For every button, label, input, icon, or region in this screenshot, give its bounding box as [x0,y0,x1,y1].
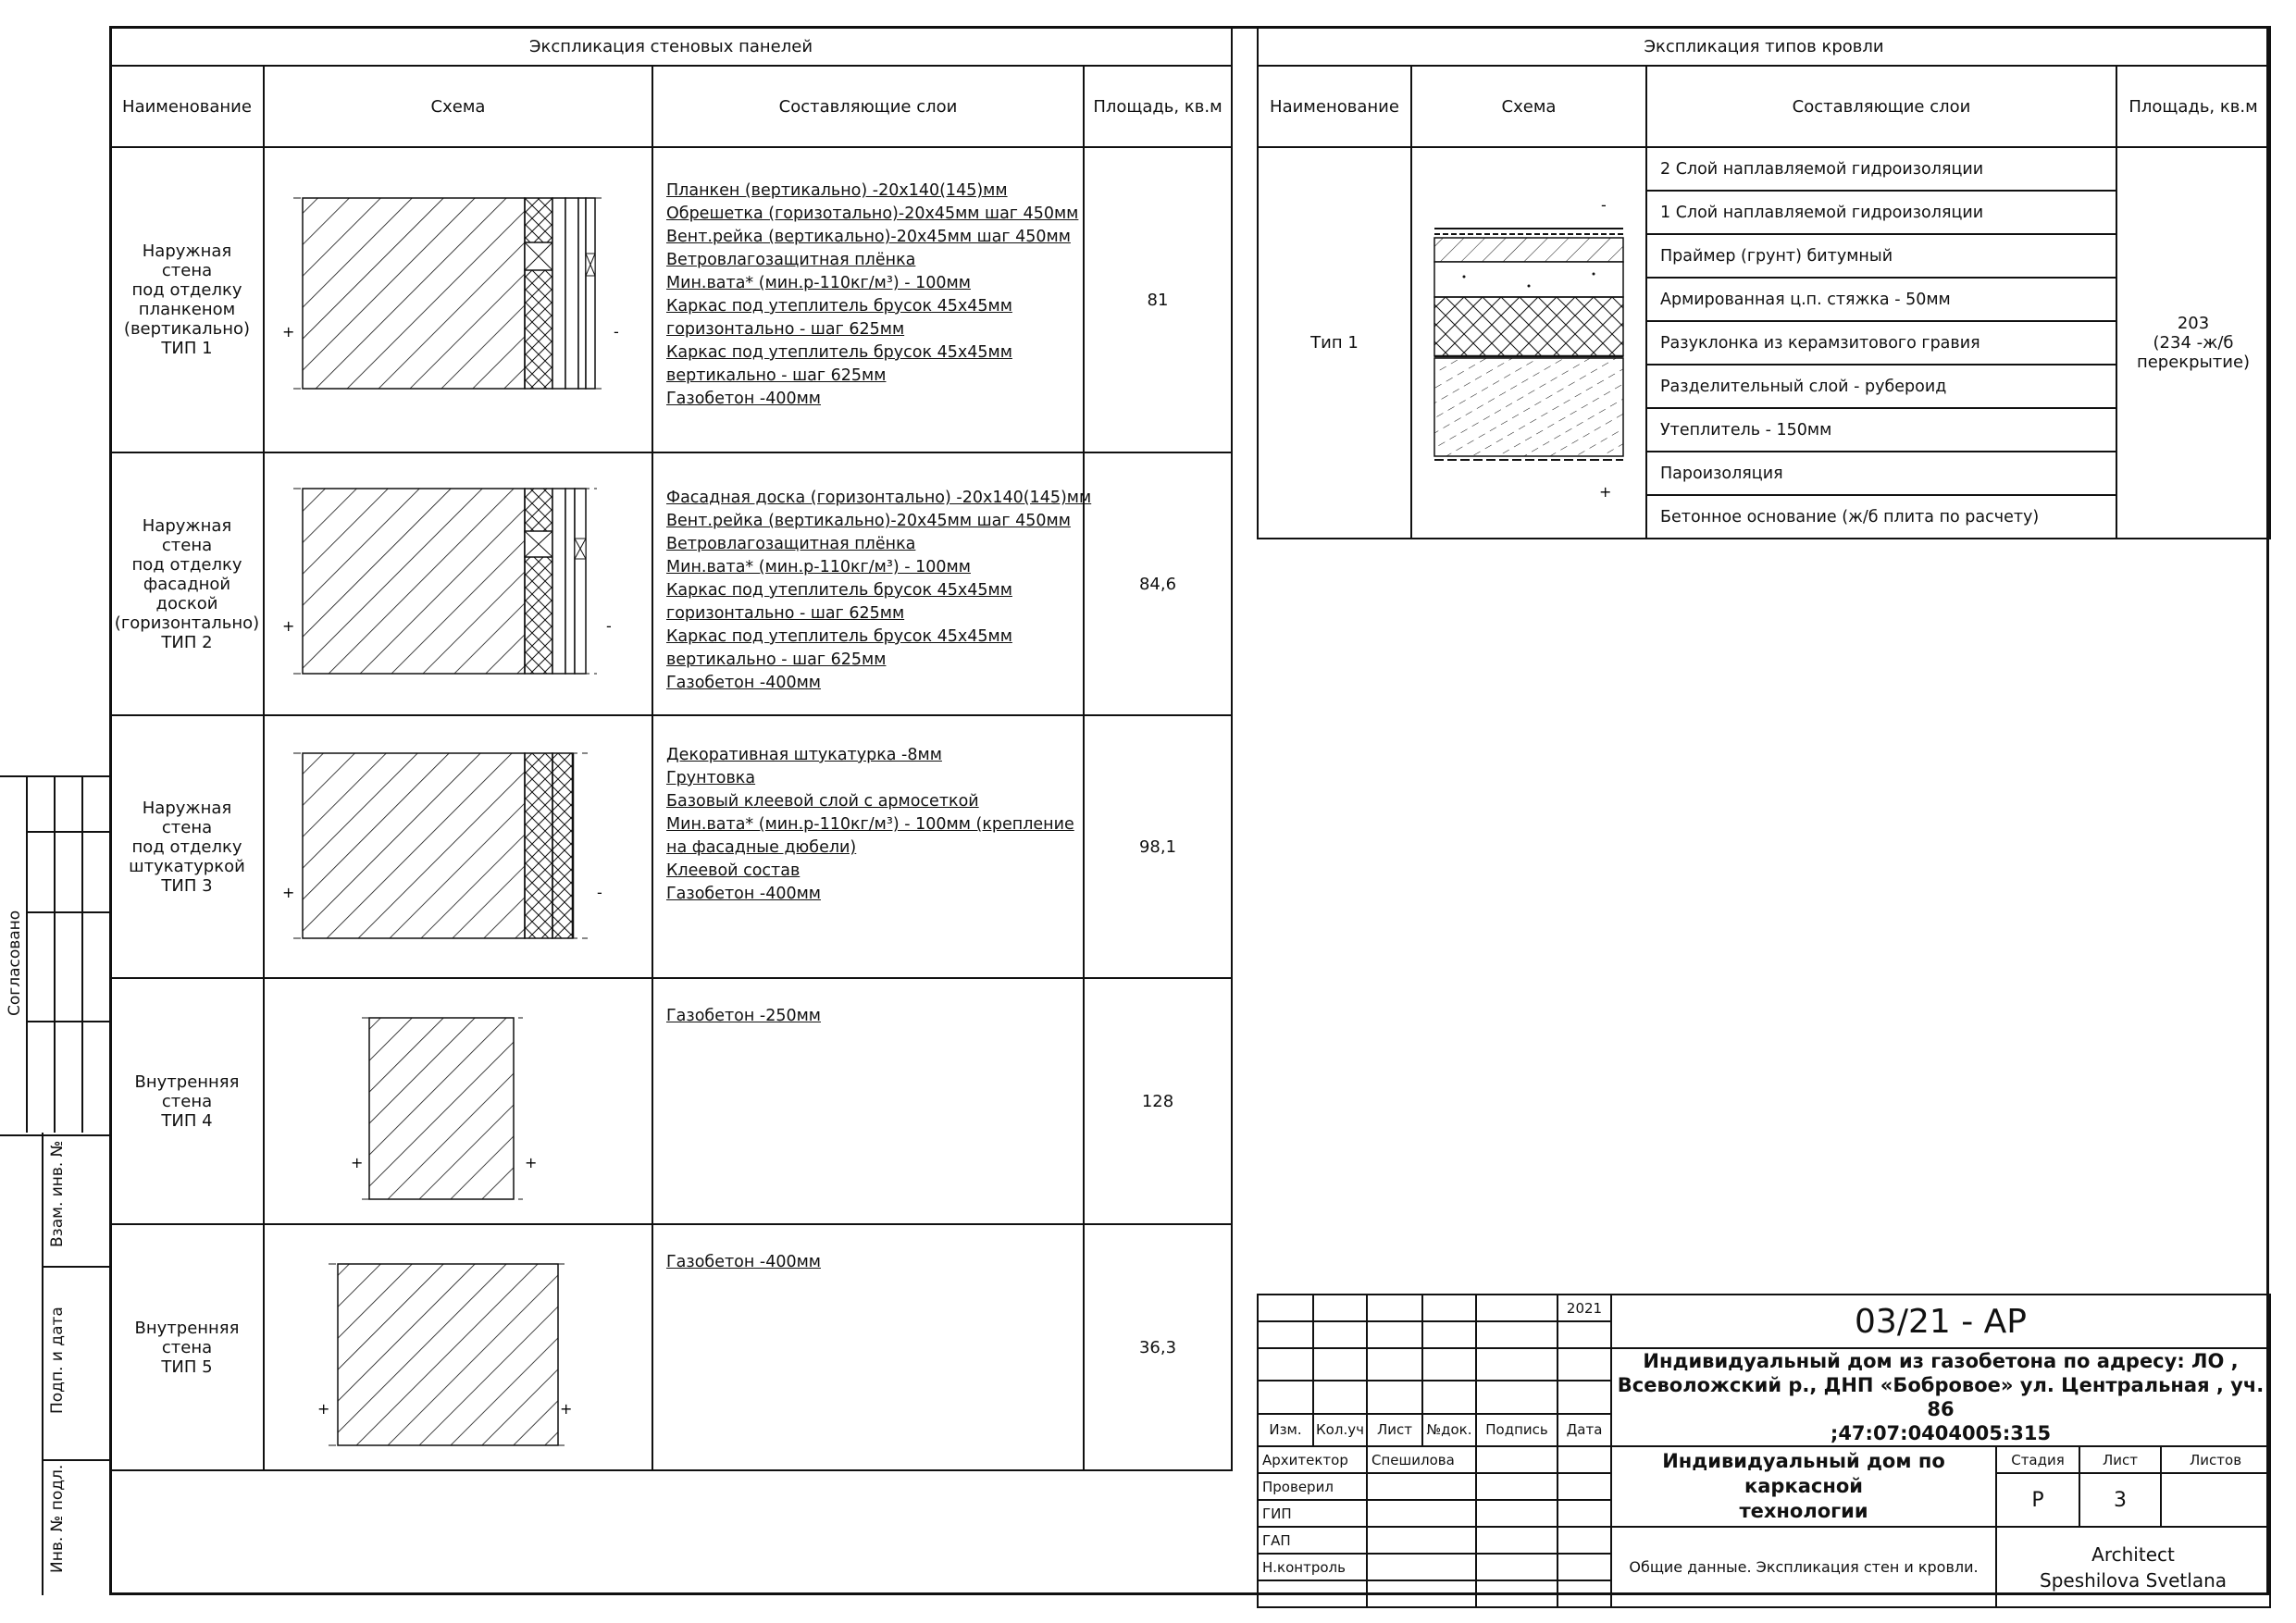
walls-header-scheme: Схема [264,66,652,147]
roof-layer: 1 Слой наплавляемой гидроизоляции [1646,191,2116,234]
sheets-value [2161,1473,2270,1527]
col-podpis: Подпись [1476,1414,1558,1446]
svg-text:+: + [560,1400,573,1418]
role-checked: Проверил [1258,1473,1367,1500]
roof-layer: 2 Слой наплавляемой гидроизоляции [1646,147,2116,191]
roof-layer: Пароизоляция [1646,452,2116,495]
role-gip: ГИП [1258,1500,1367,1527]
roof-header-scheme: Схема [1411,66,1646,147]
wall-area: 98,1 [1084,715,1232,978]
col-data: Дата [1558,1414,1611,1446]
svg-text:+: + [317,1400,330,1418]
sheet-header: Лист [2079,1446,2161,1473]
table-row [110,978,1232,1224]
table-row [110,147,1232,452]
svg-text:+: + [282,617,295,635]
wall-area: 84,6 [1084,452,1232,715]
wall-name: Наружная стена под отделку планкеном (вертикально) ТИП 1 [110,147,264,452]
roof-layer: Праймер (грунт) битумный [1646,234,2116,278]
address: Индивидуальный дом из газобетона по адресу: ЛО , Всеволожский р., ДНП «Бобровое» ул. Центральная , уч. 86 ;47:07:0404005:315 [1611,1348,2270,1446]
roof-layer: Утеплитель - 150мм [1646,408,2116,452]
roof-layer: Разделительный слой - рубероид [1646,365,2116,408]
sheets-header: Листов [2161,1446,2270,1473]
roof-header-layers: Составляющие слои [1646,66,2116,147]
roof-title: Экспликация типов кровли [1258,27,2270,66]
title-block [1257,1294,2271,1608]
wall-name: Наружная стена под отделку фасадной доской (горизонтально) ТИП 2 [110,452,264,715]
wall-layers: Планкен (вертикально) -20х140(145)мм Обрешетка (горизотально)-20х45мм шаг 450мм Вент.рейка (вертикально)-20х45мм шаг 450мм Ветровлагозащитная плёнка Мин.вата* (мин.р-110кг/м³) - 100мм Каркас под утеплитель брусок 45х45мм горизонтально - шаг 625мм Каркас под утеплитель брусок 45х45мм вертикально - шаг 625мм Газобетон -400мм [652,147,1084,452]
table-row [1258,147,2270,191]
svg-text:-: - [1601,195,1607,214]
roof-header-name: Наименование [1258,66,1411,147]
roof-scheme [1411,147,1646,539]
walls-header-area: Площадь, кв.м [1084,66,1232,147]
wall-area: 128 [1084,978,1232,1224]
roof-table [1257,26,2271,539]
vzam-label: Взам. инв. № [48,1140,67,1247]
wall-layers: Газобетон -400мм [652,1224,1084,1470]
inv-label: Инв. № подл. [48,1464,67,1573]
walls-title: Экспликация стеновых панелей [110,27,1232,66]
table-row [110,452,1232,715]
wall-name: Внутренняя стена ТИП 4 [110,978,264,1224]
role-architect: Архитектор [1258,1446,1367,1473]
project-title: Индивидуальный дом по каркасной технологии [1611,1446,1996,1527]
architect-name: Спешилова [1367,1446,1476,1473]
table-row [110,1224,1232,1470]
wall-scheme-4 [264,978,652,1224]
wall-scheme-3 [264,715,652,978]
sheet-title: Общие данные. Экспликация стен и кровли. [1611,1527,1996,1607]
roof-layer: Бетонное основание (ж/б плита по расчету) [1646,495,2116,539]
roof-name: Тип 1 [1258,147,1411,539]
stage-value: Р [1996,1473,2079,1527]
walls-table [109,26,1233,1471]
roof-header-area: Площадь, кв.м [2116,66,2270,147]
roof-layer: Разуклонка из керамзитового гравия [1646,321,2116,365]
role-nkontrol: Н.контроль [1258,1554,1367,1580]
sign-date-label: Подп. и дата [48,1307,67,1414]
wall-name: Внутренняя стена ТИП 5 [110,1224,264,1470]
doc-code: 03/21 - АР [1611,1295,2270,1348]
sheet-value: 3 [2079,1473,2161,1527]
stage-header: Стадия [1996,1446,2079,1473]
svg-text:-: - [606,617,612,635]
svg-text:+: + [282,884,295,901]
roof-layer: Армированная ц.п. стяжка - 50мм [1646,278,2116,321]
walls-header-layers: Составляющие слои [652,66,1084,147]
col-ndok: №док. [1422,1414,1476,1446]
svg-text:+: + [1599,482,1612,501]
svg-text:+: + [282,323,295,341]
agreed-label: Согласовано [6,910,24,1016]
stamp-year: 2021 [1558,1295,1611,1321]
col-kolvo: Кол.уч [1313,1414,1367,1446]
wall-layers: Фасадная доска (горизонтально) -20х140(145)мм Вент.рейка (вертикально)-20х45мм шаг 450мм Ветровлагозащитная плёнка Мин.вата* (мин.р-110кг/м³) - 100мм Каркас под утеплитель брусок 45х45мм горизонтально - шаг 625мм Каркас под утеплитель брусок 45х45мм вертикально - шаг 625мм Газобетон -400мм [652,452,1084,715]
wall-scheme-2 [264,452,652,715]
roof-area: 203 (234 -ж/б перекрытие) [2116,147,2270,539]
role-gap: ГАП [1258,1527,1367,1554]
svg-text:-: - [614,323,619,341]
wall-name: Наружная стена под отделку штукатуркой ТИП 3 [110,715,264,978]
col-list: Лист [1367,1414,1422,1446]
wall-area: 81 [1084,147,1232,452]
col-izm: Изм. [1258,1414,1313,1446]
wall-area: 36,3 [1084,1224,1232,1470]
walls-header-name: Наименование [110,66,264,147]
svg-text:+: + [351,1154,364,1171]
wall-scheme-1 [264,147,652,452]
wall-layers: Газобетон -250мм [652,978,1084,1224]
wall-layers: Декоративная штукатурка -8мм Грунтовка Базовый клеевой слой с армосеткой Мин.вата* (мин.р-110кг/м³) - 100мм (крепление на фасадные дюбели) Клеевой состав Газобетон -400мм [652,715,1084,978]
svg-text:-: - [597,884,602,901]
wall-scheme-5 [264,1224,652,1470]
table-row [110,715,1232,978]
svg-text:+: + [525,1154,538,1171]
company-name: Architect Speshilova Svetlana [1996,1527,2270,1607]
